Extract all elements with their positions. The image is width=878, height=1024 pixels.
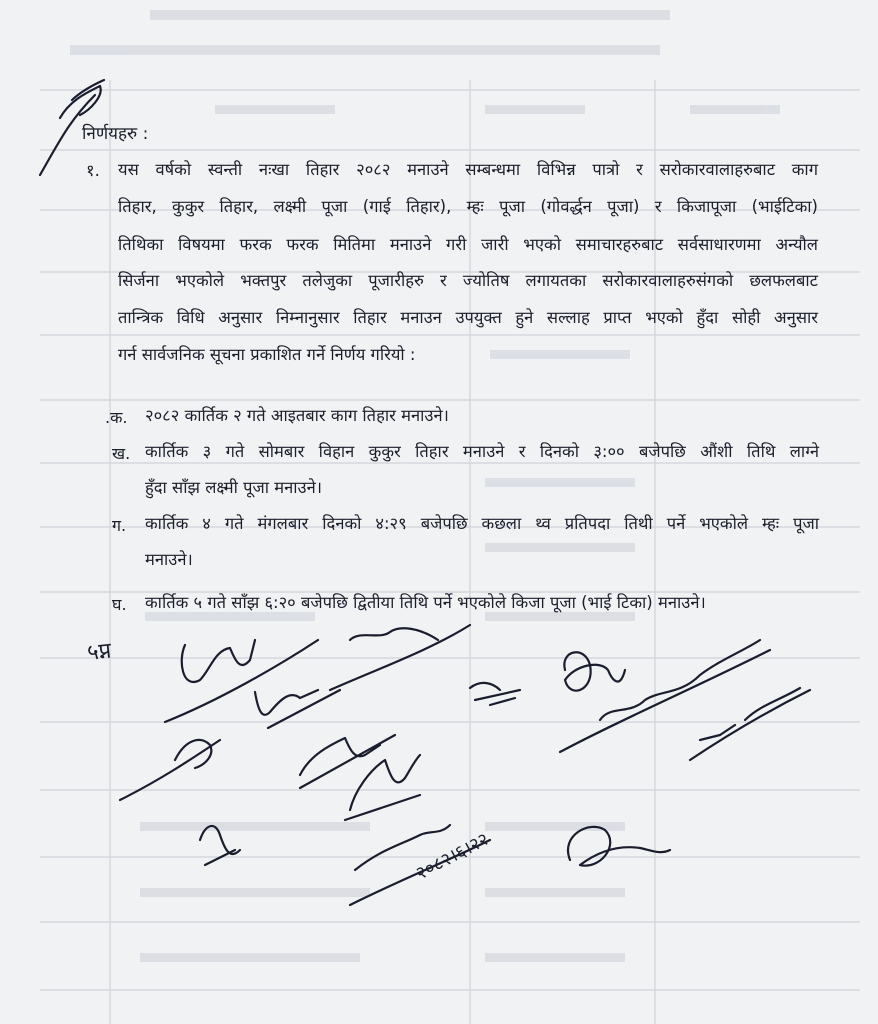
sub-item-marker: घ. <box>112 595 127 614</box>
signature-7 <box>690 688 810 760</box>
handwritten-date: २०८२।६।२२ <box>412 828 493 885</box>
signature-10 <box>345 755 420 820</box>
sub-item-line: कार्तिक ५ गते साँझ ६:२० बजेपछि द्वितीया तिथि पर्ने भएकोले किजा पूजा (भाई टिका) मनाउने। <box>145 593 706 612</box>
signature-8 <box>120 740 220 800</box>
paragraph-line: गर्न सार्वजनिक सूचना प्रकाशित गर्ने निर्णय गरियो : <box>118 345 416 364</box>
item-number: १. <box>86 161 100 180</box>
signature-5 <box>564 652 625 690</box>
handwritten-count: ५प्न <box>86 638 113 666</box>
sub-item-marker: .क. <box>105 408 128 427</box>
paragraph-line: तान्त्रिक विधि अनुसार निम्नानुसार तिहार मनाउन उपयुक्त हुने सल्लाह प्राप्त भएको हुँदा सोही अनुसार <box>118 308 818 327</box>
paragraph-line: सिर्जना भएकोले भक्तपुर तलेजुका पूजारीहरु र ज्योतिष लगायतका सरोकारवालाहरुसंगको छलफलबाट <box>118 271 818 290</box>
signature-9 <box>300 735 395 788</box>
sub-item-line: कार्तिक ४ गते मंगलबार दिनको ४:२९ बजेपछि कछला थ्व प्रतिपदा तिथी पर्ने भएकोले म्हः पूजा <box>145 514 819 533</box>
sub-item-line: मनाउने। <box>145 550 193 569</box>
signature-11 <box>200 826 240 865</box>
sub-item-marker: ख. <box>112 444 131 463</box>
signature-13 <box>568 827 670 866</box>
margin-signature <box>40 80 104 175</box>
paragraph-line: तिथिका विषयमा फरक फरक मितिमा मनाउने गरी जारी भएको समाचारहरुबाट सर्वसाधारणमा अन्यौल <box>118 235 818 254</box>
decisions-heading: निर्णयहरु : <box>82 124 149 144</box>
sub-item-line: हुँदा साँझ लक्ष्मी पूजा मनाउने। <box>145 478 322 497</box>
sub-item-line: २०८२ कार्तिक २ गते आइतबार काग तिहार मनाउने। <box>145 406 449 425</box>
signature-4 <box>470 683 520 705</box>
paragraph-line: यस वर्षको स्वन्ती नःखा तिहार २०८२ मनाउने सम्बन्धमा विभिन्न पात्रो र सरोकारवालाहरुबाट काग <box>118 160 818 179</box>
signature-6 <box>560 640 770 752</box>
signature-3 <box>330 625 470 690</box>
paragraph-line: तिहार, कुकुर तिहार, लक्ष्मी पूजा (गाई तिहार), म्हः पूजा (गोवर्द्धन पूजा) र किजापूजा (भाईटिका) <box>118 197 818 216</box>
sub-item-marker: ग. <box>112 516 127 535</box>
signature-1 <box>165 640 318 722</box>
signature-2 <box>255 690 340 728</box>
sub-item-line: कार्तिक ३ गते सोमबार विहान कुकुर तिहार मनाउने र दिनको ३:०० बजेपछि औंशी तिथि लाग्ने <box>145 442 819 461</box>
